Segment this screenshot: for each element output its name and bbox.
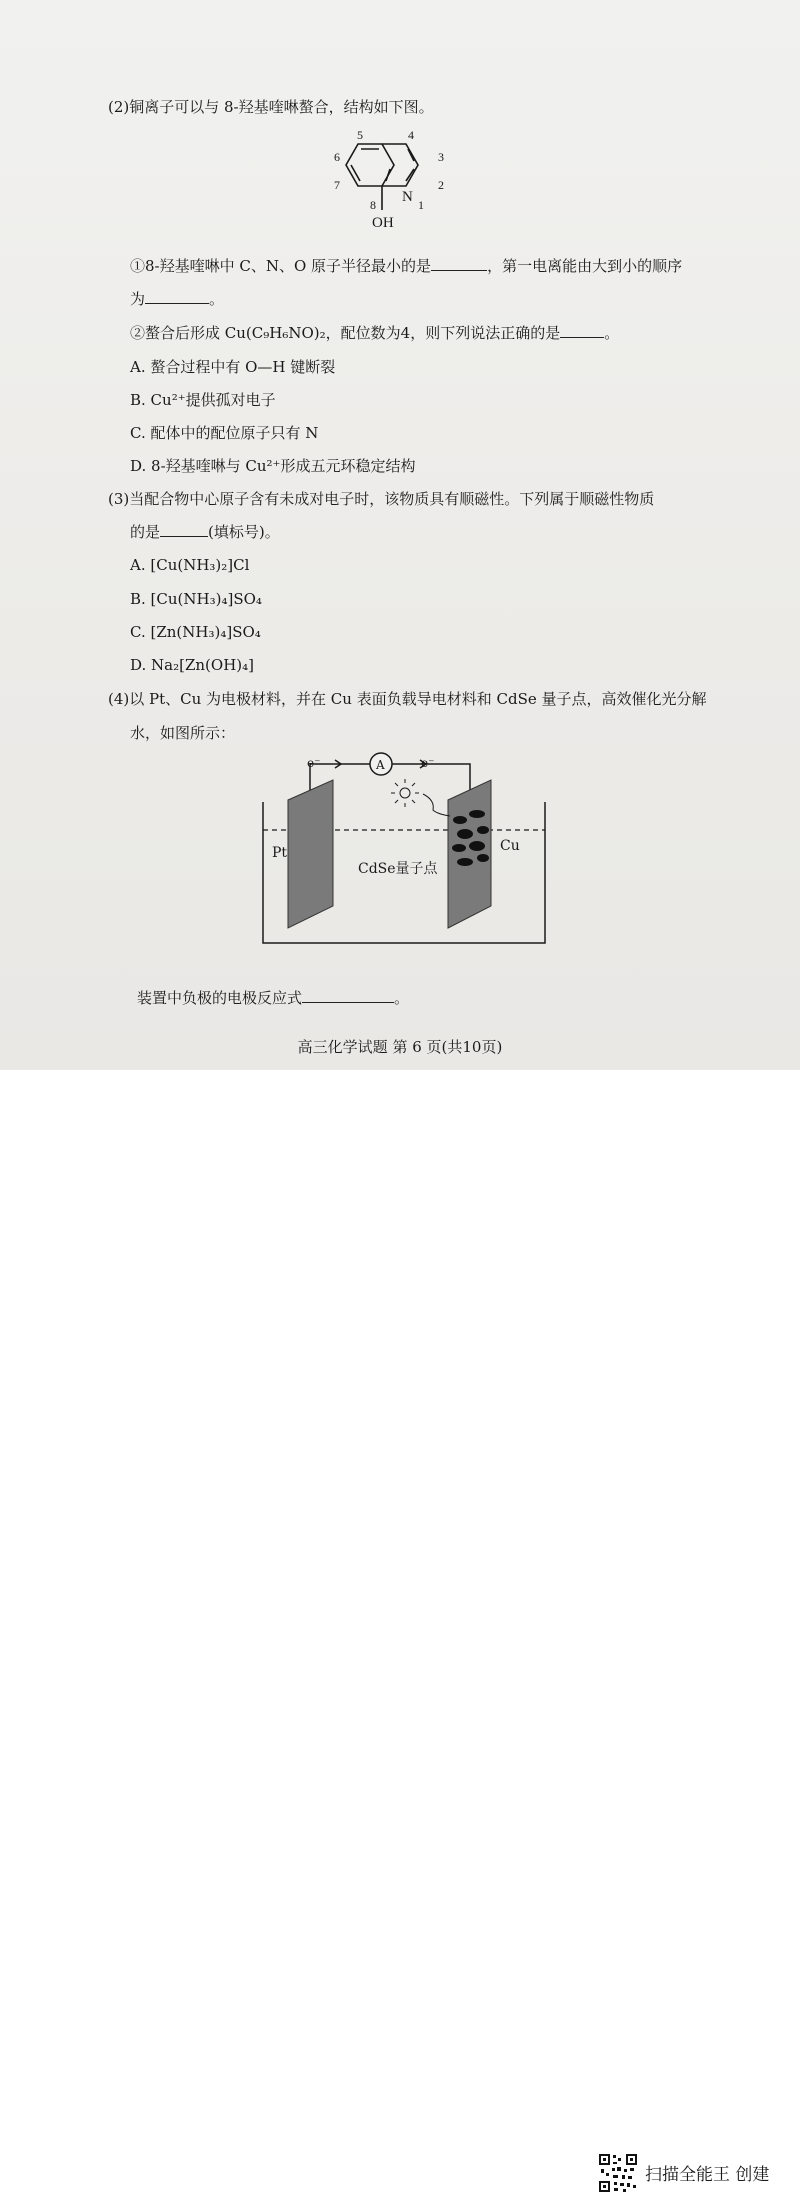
pt-electrode [288, 780, 333, 928]
atom-label-3: 3 [438, 150, 444, 164]
scanner-watermark-bar [0, 1070, 800, 2185]
atom-label-6: 6 [334, 150, 340, 164]
cu-electrode [448, 780, 491, 928]
answer-blank-2[interactable] [145, 289, 209, 304]
atom-label-8: 8 [370, 198, 376, 212]
atom-label-n: N [402, 189, 413, 205]
q3-option-b: B. [Cu(NH₃)₄]SO₄ [130, 590, 262, 608]
answer-blank-1[interactable] [431, 256, 487, 271]
q3-line1: (3)当配合物中心原子含有未成对电子时，该物质具有顺磁性。下列属于顺磁性物质 [108, 490, 655, 508]
q2-sub1-text-c: 为 [130, 290, 146, 308]
answer-blank-3[interactable] [560, 323, 604, 338]
scanner-credit: 扫描全能王 创建 [645, 2165, 770, 2185]
q4-line1: (4)以 Pt、Cu 为电极材料，并在 Cu 表面负载导电材料和 CdSe 量子点，高效催化光分解 [108, 690, 707, 708]
quinoline-structure [320, 120, 470, 240]
atom-label-5: 5 [357, 128, 363, 142]
atom-label-1: 1 [418, 198, 424, 212]
q3-text-b: (填标号)。 [208, 523, 280, 541]
q3-option-c: C. [Zn(NH₃)₄]SO₄ [130, 623, 261, 641]
q2-intro: (2)铜离子可以与 8-羟基喹啉螯合，结构如下图。 [108, 98, 434, 116]
answer-blank-4[interactable] [160, 522, 208, 537]
q4-answer-end: 。 [394, 989, 410, 1007]
q4-answer-text: 装置中负极的电极反应式 [137, 989, 303, 1007]
ammeter-label: A [376, 758, 385, 772]
answer-blank-5[interactable] [302, 988, 394, 1003]
q2-sub1-end: 。 [209, 290, 225, 308]
qr-code-icon [598, 2153, 638, 2193]
atom-label-4: 4 [408, 128, 414, 142]
q2-option-c: C. 配体中的配位原子只有 N [130, 424, 319, 442]
pt-label: Pt [272, 845, 288, 861]
q3-text-a: 的是 [130, 523, 161, 541]
q2-sub1-line1 [130, 255, 682, 277]
q2-sub2-end: 。 [604, 324, 620, 342]
electron-label-left: e⁻ [307, 756, 321, 770]
cdse-label: CdSe量子点 [358, 861, 438, 877]
q2-sub2-text-b: ，配位数为4，则下列说法正确的是 [325, 324, 561, 342]
atom-label-7: 7 [334, 178, 340, 192]
electron-label-right: e⁻ [421, 756, 435, 770]
atom-label-2: 2 [438, 178, 444, 192]
q2-option-a: A. 螯合过程中有 O—H 键断裂 [130, 358, 336, 376]
q2-option-b: B. Cu²⁺提供孤对电子 [130, 391, 276, 409]
q4-answer-line [137, 987, 409, 1009]
q2-option-d: D. 8-羟基喹啉与 Cu²⁺形成五元环稳定结构 [130, 457, 416, 475]
cu-label: Cu [500, 838, 520, 854]
q2-sub1-line2 [130, 288, 224, 310]
q2-sub1-text-b: ，第一电离能由大到小的顺序 [487, 257, 683, 275]
q2-sub2-formula: (C₉H₆NO)₂ [245, 324, 326, 342]
q3-option-d: D. Na₂[Zn(OH)₄] [130, 656, 254, 674]
sun-icon [391, 779, 450, 816]
q2-sub2-line [130, 322, 619, 344]
q4-line2: 水，如图所示： [130, 724, 236, 742]
q3-option-a: A. [Cu(NH₃)₂]Cl [130, 556, 250, 574]
q2-sub1-text-a: ①8-羟基喹啉中 C、N、O 原子半径最小的是 [130, 257, 432, 275]
page-footer: 高三化学试题 第 6 页(共10页) [297, 1038, 503, 1056]
exam-page [0, 0, 800, 1070]
atom-label-oh: OH [372, 215, 394, 231]
q3-line2 [130, 521, 280, 543]
q2-sub2-text-a: ②螯合后形成 Cu [130, 324, 246, 342]
